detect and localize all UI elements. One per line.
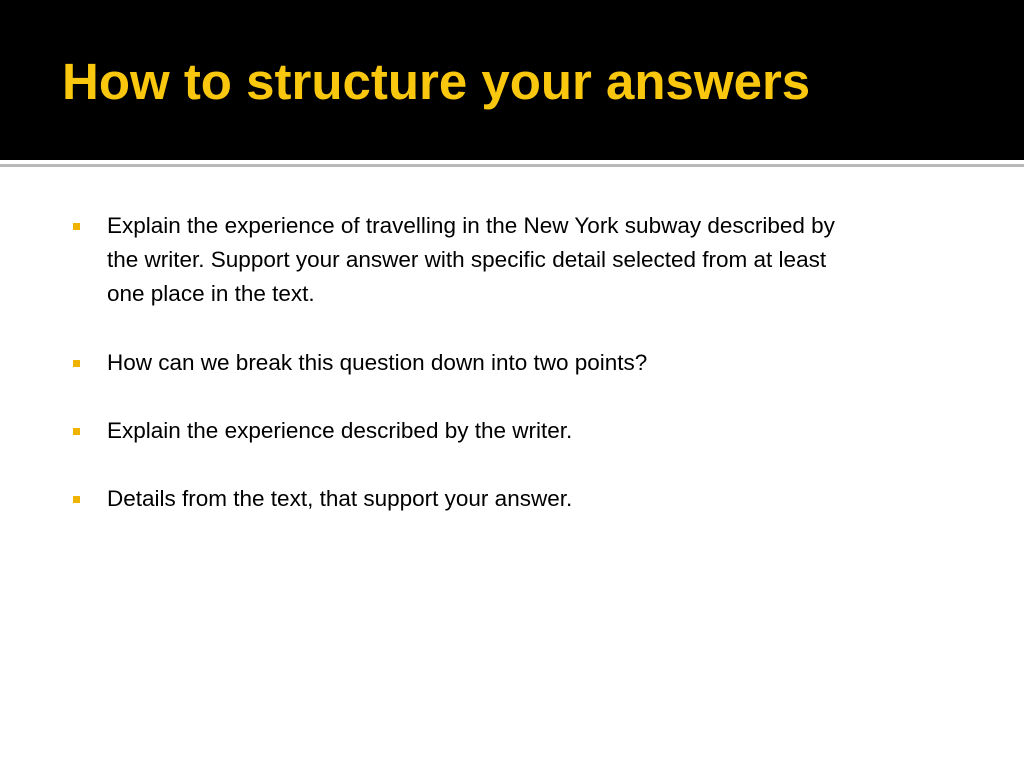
bullet-text: Details from the text, that support your answer.: [107, 486, 573, 511]
square-bullet-icon: [73, 428, 80, 435]
bullet-text: How can we break this question down into two points?: [107, 350, 648, 375]
square-bullet-icon: [73, 223, 80, 230]
slide-title: How to structure your answers: [62, 53, 811, 110]
bullet-text: Explain the experience of travelling in the New York subway described by the writer. Support your answer with specific detail selected from at least one place in the text.: [107, 213, 835, 306]
square-bullet-icon: [73, 360, 80, 367]
title-bar: [0, 0, 1024, 160]
square-bullet-icon: [73, 496, 80, 503]
bullet-text: Explain the experience described by the writer.: [107, 418, 573, 443]
header-divider: [0, 164, 1024, 167]
header-divider-light: [0, 160, 1024, 163]
